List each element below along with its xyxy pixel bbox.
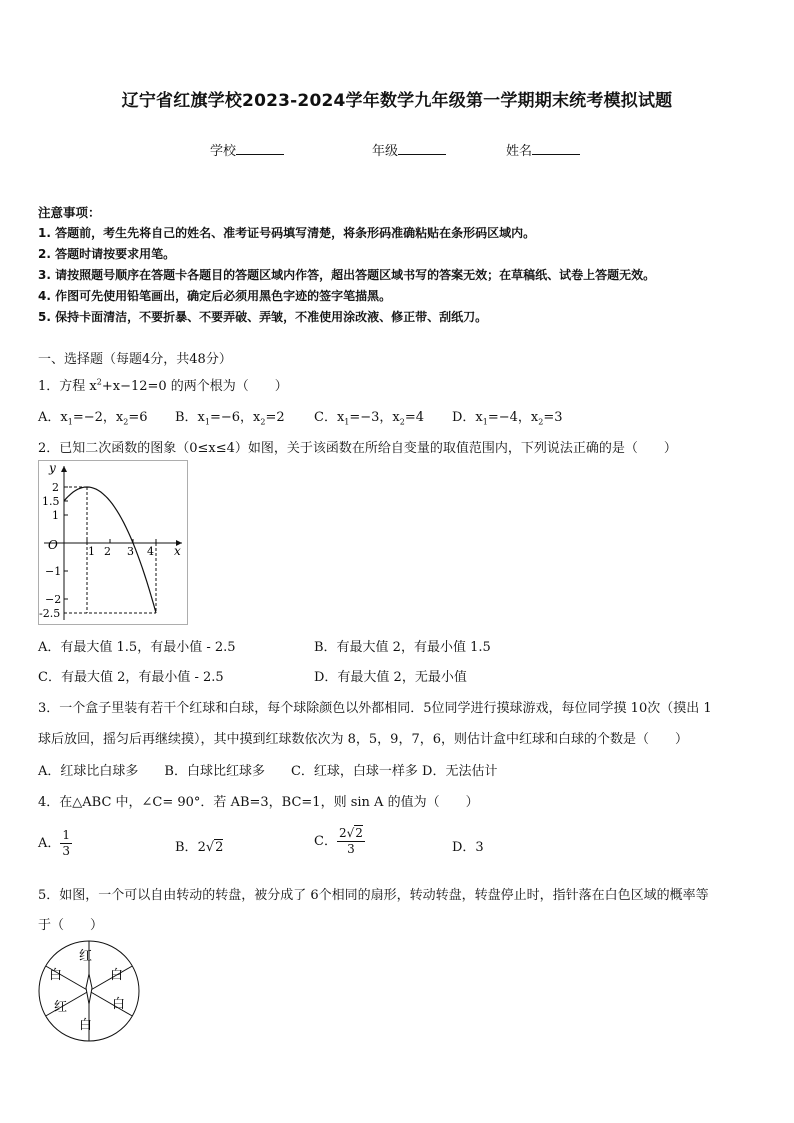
y-tick-neg1: −1 [45,565,62,578]
q4b-coef: 2 [197,840,206,855]
question-3-line-2: 球后放回，摇匀后再继续摸），其中摸到红球数依次为 8，5，9，7，6，则估计盒中红球和白球的个数是（ ） [38,732,688,747]
q4c-radicand: 2 [355,826,363,840]
question-1 [38,375,288,394]
question-5-line-1: 5．如图，一个可以自由转动的转盘，被分成了 6个相同的扇形，转动转盘，转盘停止时，指针落在白色区域的概率等 [38,888,709,903]
y-tick-neg2-5: -2.5 [39,607,61,620]
q4a-num: 1 [62,828,71,842]
name-label: 姓名 [506,144,533,159]
sector-label-3: 白 [79,1018,93,1033]
q4c-coef: 2 [338,826,347,840]
q4-option-a[interactable] [38,828,72,859]
q1d-l: D．x [452,410,483,425]
q1d-s1: 1 [482,417,488,427]
grade-blank[interactable] [398,142,446,155]
q2-option-a[interactable]: A．有最大值 1.5，有最小值 - 2.5 [38,640,236,655]
q1c-s2: 2 [399,417,405,427]
q1c-m: =−3，x [349,410,400,425]
q1-option-c[interactable] [314,406,424,427]
q4b-radicand: 2 [215,840,224,855]
q4c-den: 3 [347,842,355,856]
q4a-fraction [60,828,72,859]
note-item-3: 3. 请按照题号顺序在答题卡各题目的答题区域内作答，超出答题区域书写的答案无效；在草稿纸、试卷上答题无效。 [38,268,656,282]
q4c-label: C． [314,834,337,849]
y-axis-label: y [49,461,56,475]
grade-field[interactable] [372,140,446,159]
sector-label-2: 白 [112,997,126,1012]
sector-label-5: 白 [49,968,63,983]
question-3-line-1: 3．一个盒子里装有若干个红球和白球，每个球除颜色以外都相同．5位同学进行摸球游戏，每位同学摸 10次（摸出 1 [38,701,712,716]
q1a-r: =6 [128,410,148,425]
q1b-l: B．x [175,410,205,425]
note-item-4: 4. 作图可先使用铅笔画出，确定后必须用黑色字迹的签字笔描黑。 [38,289,392,303]
q1a-s2: 2 [123,417,129,427]
page-title: 辽宁省红旗学校2023-2024学年数学九年级第一学期期末统考模拟试题 [121,91,673,111]
section-heading: 一、选择题（每题4分，共48分） [38,352,232,367]
school-blank[interactable] [236,142,284,155]
origin-label: O [48,538,58,552]
q1-option-a[interactable] [38,406,147,427]
notes-heading: 注意事项： [38,205,101,220]
q1d-m: =−4，x [487,410,539,425]
sector-label-0: 红 [79,949,93,964]
q1c-l: C．x [314,410,345,425]
q1-sup: 2 [96,377,102,387]
note-item-5: 5. 保持卡面清洁，不要折暴、不要弄破、弄皱，不准使用涂改液、修正带、刮纸刀。 [38,310,488,324]
name-field[interactable] [506,140,580,159]
sqrt-icon: √ [205,840,215,855]
y-axis-arrow [61,466,67,472]
q2-option-b[interactable]: B．有最大值 2，有最小值 1.5 [314,640,491,655]
question-2: 2．已知二次函数的图象（0≤x≤4）如图，关于该函数在所给自变量的取值范围内，下列说法正确的是（ ） [38,441,677,456]
q5-spinner [36,938,142,1044]
name-blank[interactable] [532,142,580,155]
y-tick-1: 1 [52,509,59,522]
note-item-1: 1. 答题前，考生先将自己的姓名、准考证号码填写清楚，将条形码准确粘贴在条形码区域内。 [38,226,536,240]
q4c-fraction [337,826,365,857]
q1b-s1: 1 [204,417,210,427]
q1a-s1: 1 [67,417,73,427]
q1b-r: =2 [265,410,285,425]
q1a-l: A．x [38,410,68,425]
q4a-label: A． [38,836,61,851]
question-4: 4．在△ABC 中，∠C= 90°．若 AB=3，BC=1，则 sin A 的值为（ ） [38,795,479,810]
school-label: 学校 [210,144,237,159]
x-tick-1: 1 [88,545,95,558]
q4-option-b[interactable] [175,836,223,855]
q3-options[interactable]: A．红球比白球多 B．白球比红球多 C．红球，白球一样多 D．无法估计 [38,764,498,779]
q1b-s2: 2 [260,417,266,427]
q1d-r: =3 [543,410,563,425]
y-tick-neg2: −2 [45,593,62,606]
q4a-den: 3 [62,844,71,858]
q1-post: +x−12=0 的两个根为（ ） [101,379,288,394]
q2-option-c[interactable]: C．有最大值 2，有最小值 - 2.5 [38,670,224,685]
q4-option-c[interactable] [314,826,365,857]
y-tick-1-5: 1.5 [42,495,60,508]
q1c-r: =4 [404,410,425,425]
x-tick-2: 2 [104,545,111,558]
q2-option-d[interactable]: D．有最大值 2，无最小值 [314,670,467,685]
sector-label-1: 白 [110,968,124,983]
x-tick-3: 3 [127,545,134,558]
q2-function-graph [38,460,188,625]
q1b-m: =−6，x [209,410,261,425]
q1-option-b[interactable] [175,406,285,427]
q1c-s1: 1 [344,417,350,427]
q4-option-d[interactable]: D．3 [452,840,484,855]
note-item-2: 2. 答题时请按要求用笔。 [38,247,176,261]
q1-option-d[interactable] [452,406,563,427]
y-tick-2: 2 [52,481,59,494]
school-field[interactable] [210,140,284,159]
q1d-s2: 2 [538,417,544,427]
grade-label: 年级 [372,144,399,159]
q4b-label: B． [175,840,198,855]
sector-label-4: 红 [54,1000,68,1015]
x-axis-label: x [174,544,181,558]
q1-pre: 1．方程 x [38,379,97,394]
question-5-line-2: 于（ ） [38,918,104,933]
q4c-num [337,826,365,842]
x-tick-4: 4 [147,545,154,558]
sqrt-icon: √ [346,826,355,840]
q1a-m: =−2，x [72,410,124,425]
